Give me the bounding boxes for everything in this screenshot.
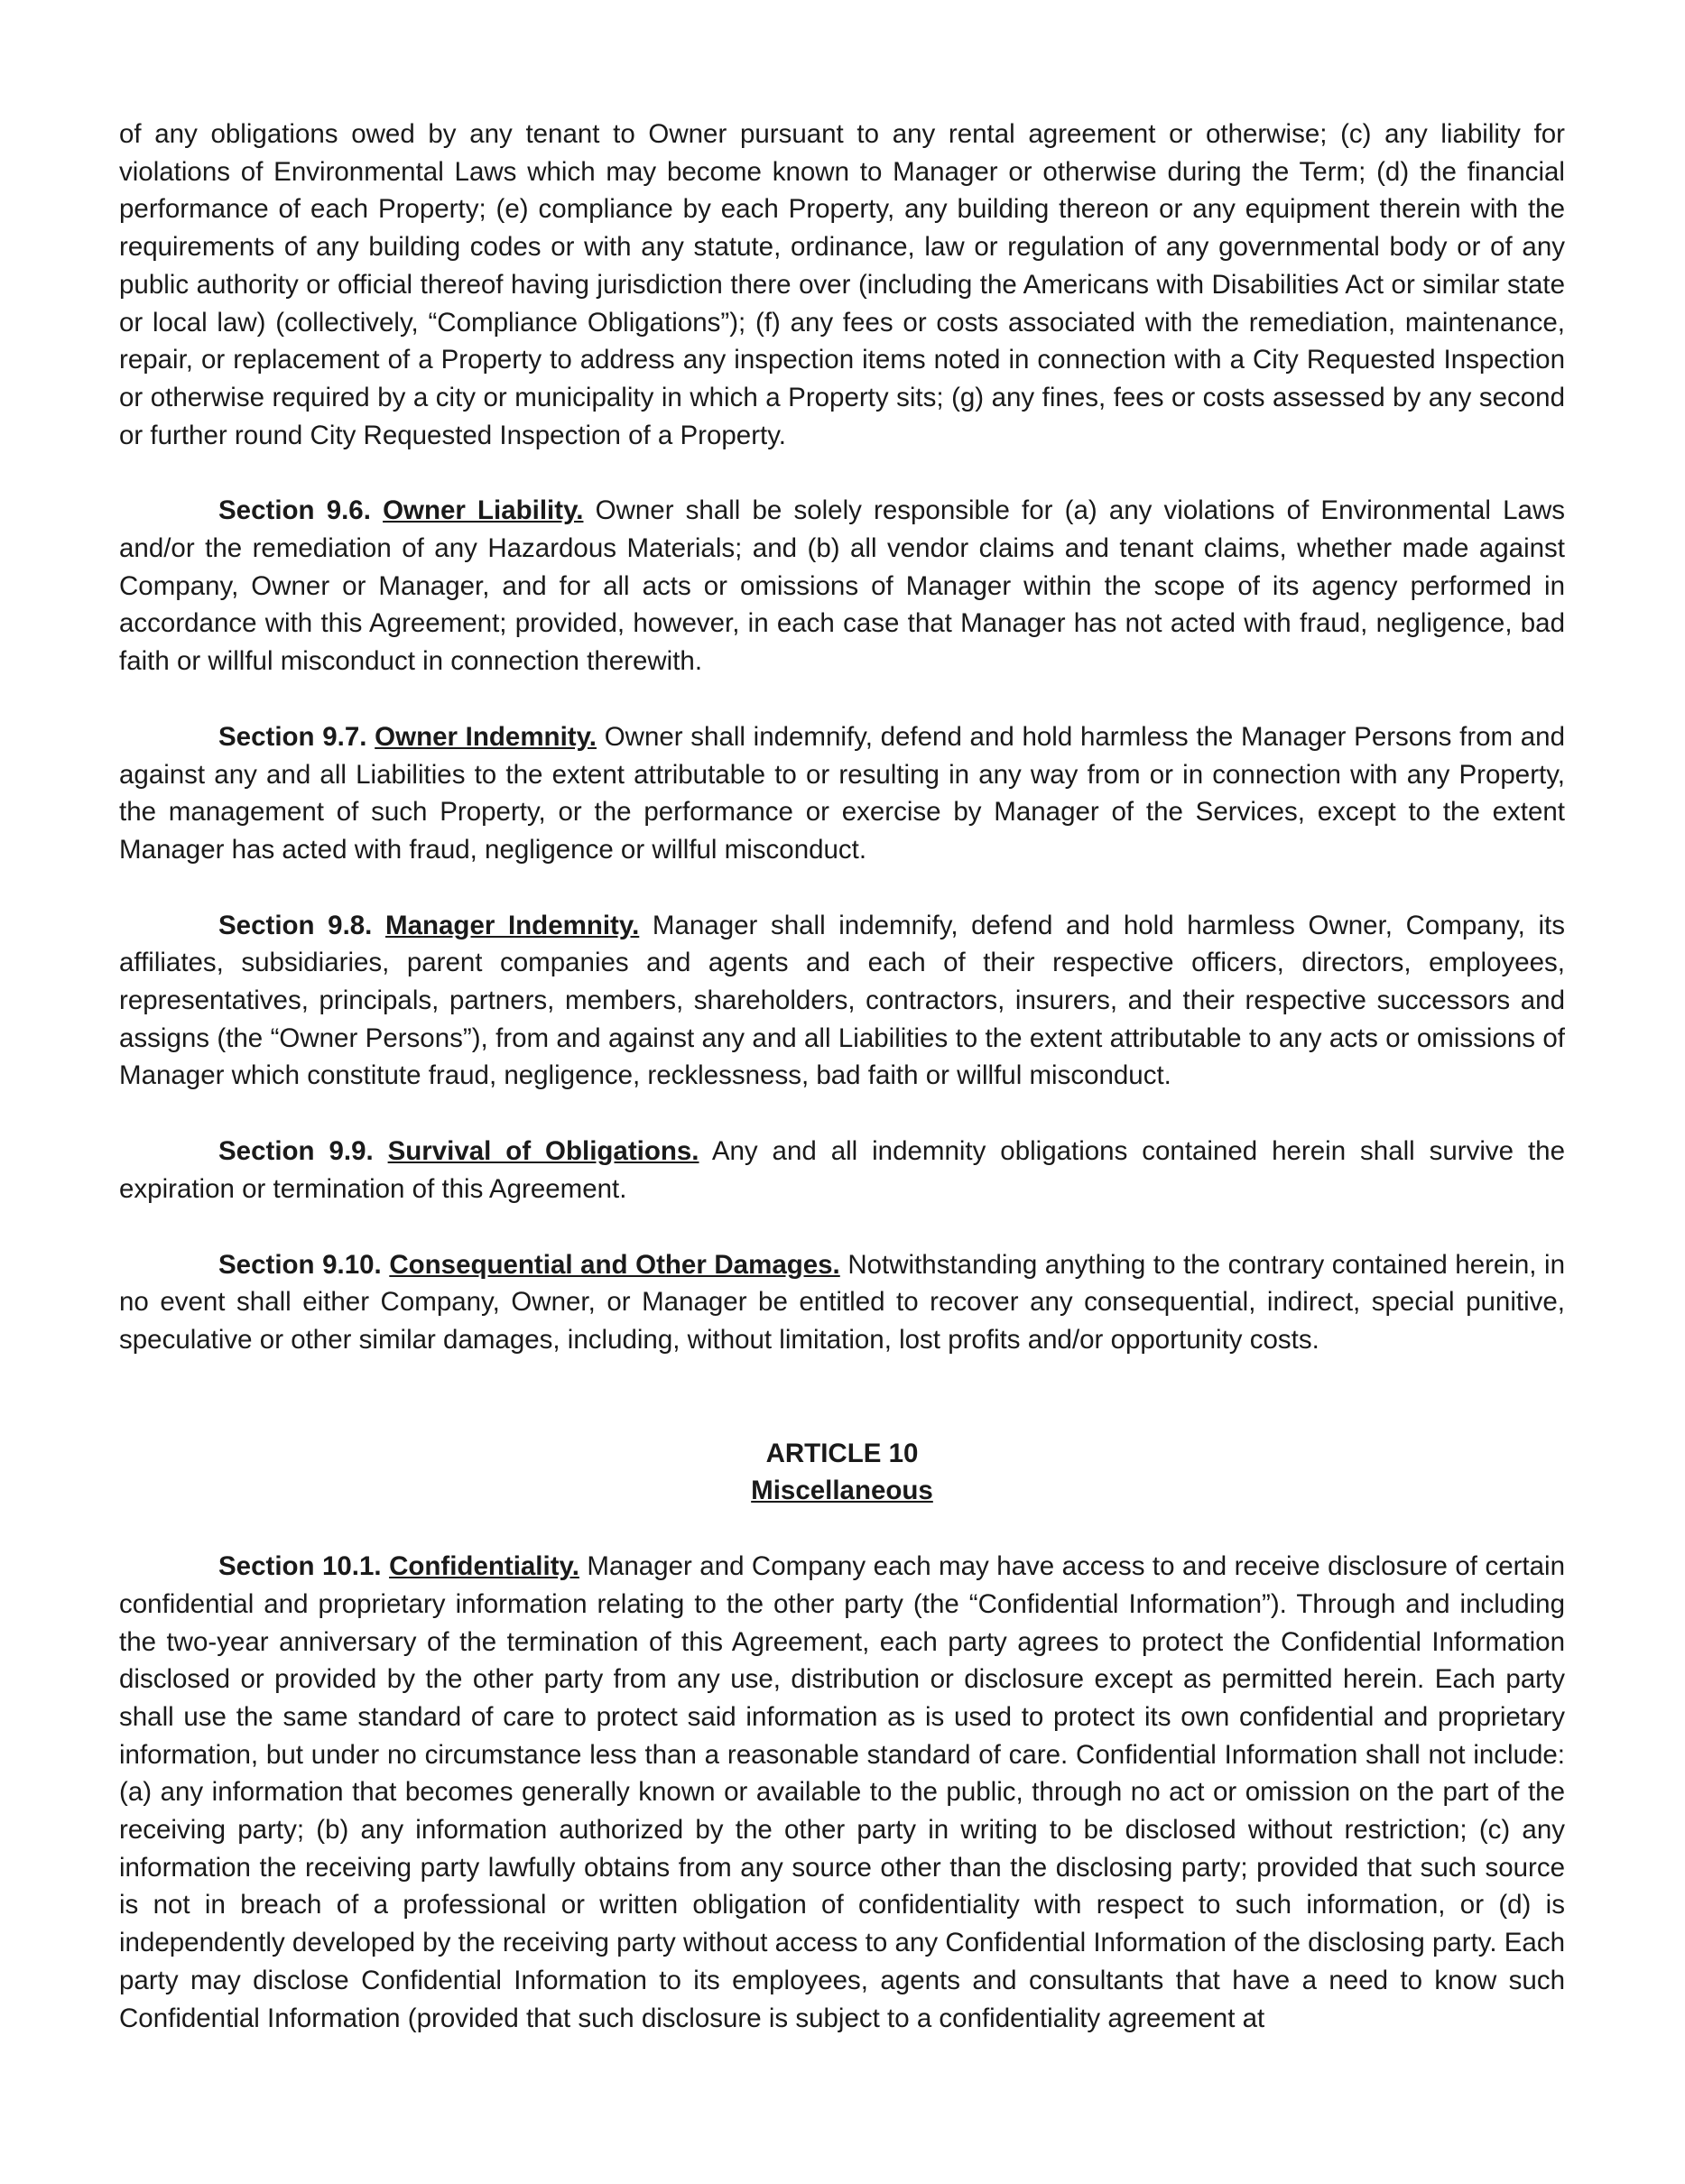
section-9-7: [119, 718, 1565, 869]
section-title: Manager Indemnity.: [385, 910, 640, 940]
document-page: [119, 116, 1565, 2037]
section-title: Owner Liability.: [383, 495, 584, 526]
section-number: Section 9.7.: [218, 721, 367, 752]
section-number: Section 9.6.: [218, 495, 371, 526]
section-number: Section 10.1.: [218, 1551, 382, 1582]
section-body: Manager shall indemnify, defend and hold harmless Owner, Company, its affiliates, subsidiaries, parent companies and agents and each of their respective officers, directors, employees, representatives, principals, partners, members, shareholders, contractors, insurers, and their respective successors and assigns (the “Owner Persons”), from and against any and all Liabilities to the extent attributable to any acts or omissions of Manager which constitute fraud, negligence, recklessness, bad faith or willful misconduct.: [119, 910, 1565, 1091]
section-title: Survival of Obligations.: [387, 1136, 699, 1167]
section-number: Section 9.10.: [218, 1249, 382, 1280]
section-9-10: [119, 1246, 1565, 1359]
section-body: Owner shall indemnify, defend and hold harmless the Manager Persons from and against any and all Liabilities to the extent attributable to or resulting in any way from or in connection with any Property, the management of such Property, or the performance or exercise by Manager of the Services, except to the extent Manager has acted with fraud, negligence or willful misconduct.: [119, 721, 1565, 865]
section-body: Owner shall be solely responsible for (a) any violations of Environmental Laws and/or the remediation of any Hazardous Materials; and (b) all vendor claims and tenant claims, whether made against Company, Owner or Manager, and for all acts or omissions of Manager within the scope of its agency performed in accordance with this Agreement; provided, however, in each case that Manager has not acted with fraud, negligence, bad faith or willful misconduct in connection therewith.: [119, 495, 1565, 677]
section-body: Any and all indemnity obligations contained herein shall survive the expiration or termination of this Agreement.: [119, 1136, 1565, 1204]
section-number: Section 9.8.: [218, 910, 373, 940]
section-9-9: [119, 1133, 1565, 1208]
section-title: Confidentiality.: [389, 1551, 579, 1582]
section-9-8: [119, 907, 1565, 1096]
article-heading: ARTICLE 10: [765, 1438, 919, 1468]
section-title: Owner Indemnity.: [375, 721, 597, 752]
section-title: Consequential and Other Damages.: [389, 1249, 840, 1280]
section-10-1: [119, 1548, 1565, 2037]
section-body: Manager and Company each may have access to and receive disclosure of certain confidential and proprietary information relating to the other party (the “Confidential Information”). Through and including the two-year anniversary of the termination of this Agreement, each party agrees to protect the Confidential Information disclosed or provided by the other party from any use, distribution or disclosure except as permitted herein. Each party shall use the same standard of care to protect said information as is used to protect its own confidential and proprietary information, but under no circumstance less than a reasonable standard of care. Confidential Information shall not include: (a) any information that becomes generally known or available to the public, through no act or omission on the part of the receiving party; (b) any information authorized by the other party in writing to be disclosed without restriction; (c) any information the receiving party lawfully obtains from any source other than the disclosing party; provided that such source is not in breach of a professional or written obligation of confidentiality with respect to such information, or (d) is independently developed by the receiving party without access to any Confidential Information of the disclosing party. Each party may disclose Confidential Information to its employees, agents and consultants that have a need to know such Confidential Information (provided that such disclosure is subject to a confidentiality agreement at: [119, 1551, 1565, 2033]
continued-paragraph: of any obligations owed by any tenant to Owner pursuant to any rental agreement or otherwise; (c) any liability for violations of Environmental Laws which may become known to Manager or otherwise during the Term; (d) the financial performance of each Property; (e) compliance by each Property, any building thereon or any equipment therein with the requirements of any building codes or with any statute, ordinance, law or regulation of any governmental body or of any public authority or official thereof having jurisdiction there over (including the Americans with Disabilities Act or similar state or local law) (collectively, “Compliance Obligations”); (f) any fees or costs associated with the remediation, maintenance, repair, or replacement of a Property to address any inspection items noted in connection with a City Requested Inspection or otherwise required by a city or municipality in which a Property sits; (g) any fines, fees or costs assessed by any second or further round City Requested Inspection of a Property.: [119, 119, 1565, 450]
section-9-6: [119, 492, 1565, 680]
article-subheading: Miscellaneous: [751, 1476, 933, 1506]
article-heading-block: [119, 1435, 1565, 1510]
section-body: Notwithstanding anything to the contrary contained herein, in no event shall either Company, Owner, or Manager be entitled to recover any consequential, indirect, special punitive, speculative or other similar damages, including, without limitation, lost profits and/or opportunity costs.: [119, 1249, 1566, 1355]
section-number: Section 9.9.: [218, 1136, 374, 1167]
